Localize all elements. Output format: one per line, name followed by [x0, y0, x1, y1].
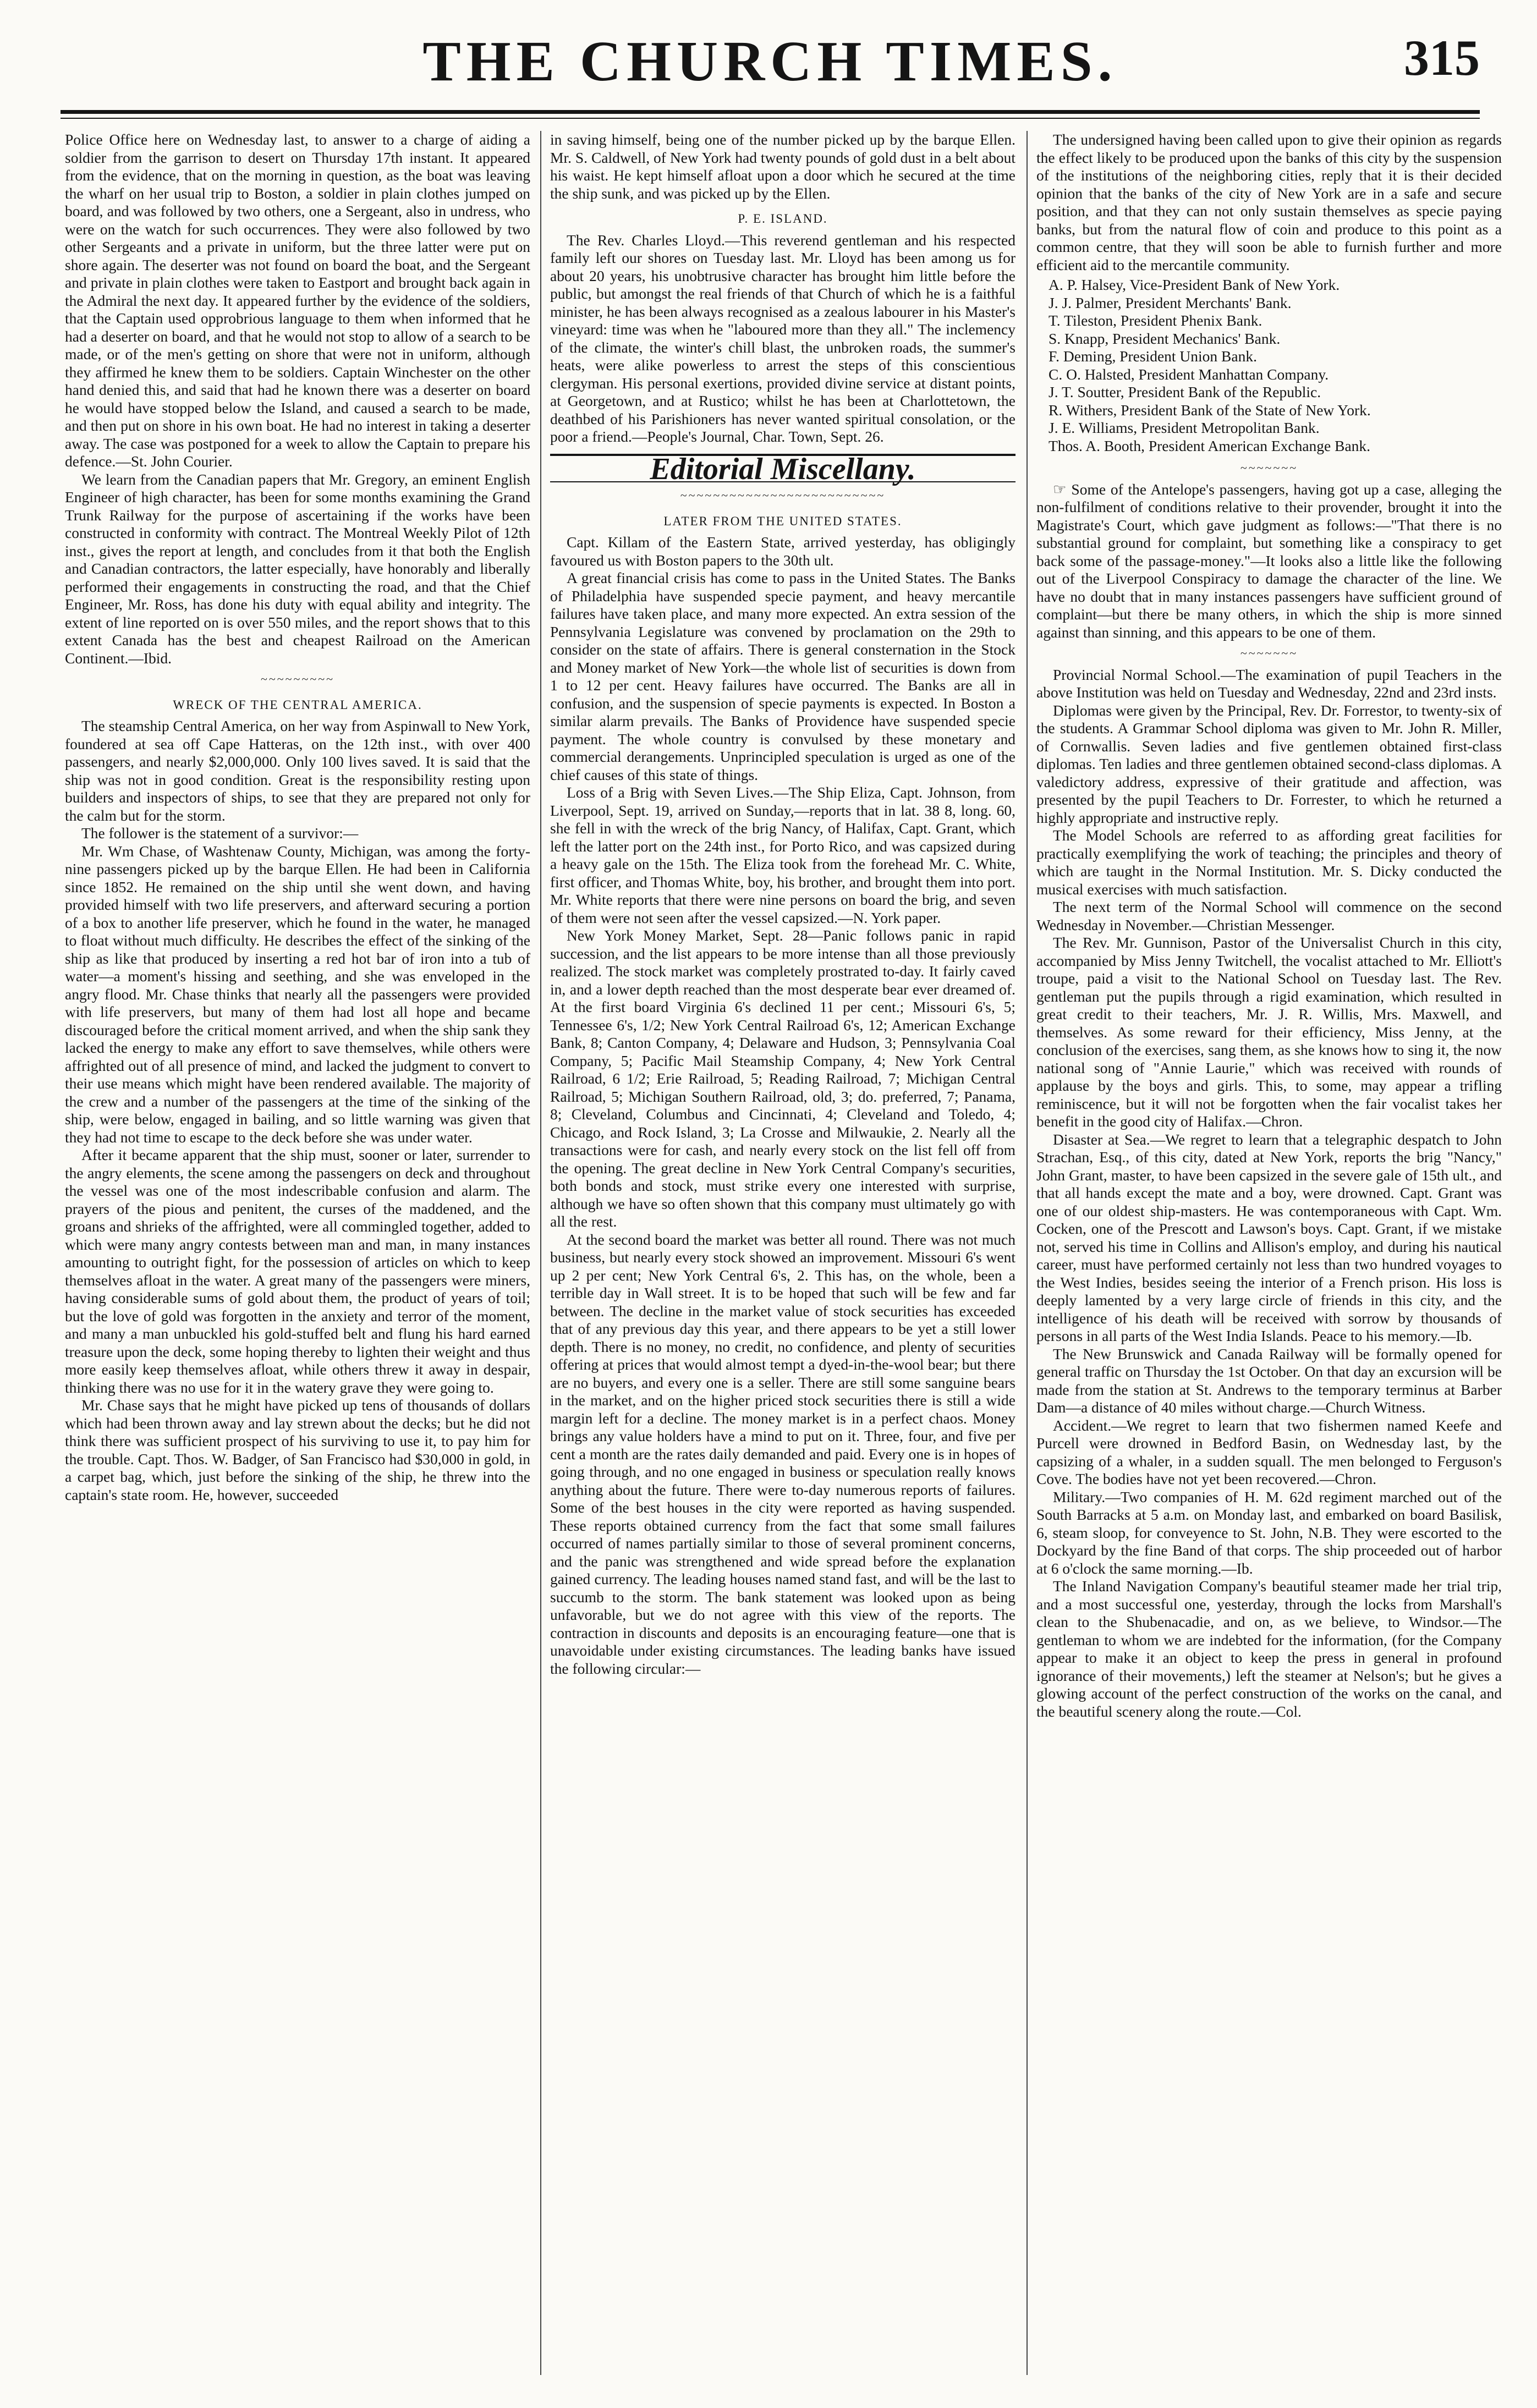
ornament-divider: ~~~~~~~~~	[260, 672, 335, 686]
masthead-rule	[61, 110, 1480, 114]
signatory: S. Knapp, President Mechanics' Bank.	[1049, 329, 1281, 347]
article-wreck-scene: After it became apparent that the ship must, sooner or later, surrender to the angry elements, the scene among the passengers on deck and throughout the vessel was one of the most indescribable confusion and alarm. The prayers of the pious and penitent, the curses of the maddened, and the groans and shrieks of the affrighted, were all commingled together, added to which were many angry contests between man and man, in many instances amounting to outright fight, for the possession of articles on which to keep themselves afloat in the water. A great many of the passengers were miners, having considerable sums of gold about them, the product of years of toil; but the love of gold was forgotten in the anxiety and terror of the moment, and many a man unbuckled his gold-stuffed belt and flung his hard earned treasure upon the deck, some hoping thereby to lighten their weight and thus more easily keep themselves afloat, while others threw it away in despair, thinking there was no use for it in the watery grave they were going to.	[65, 1146, 530, 1396]
column-2	[550, 131, 1015, 2386]
signatory: J. T. Soutter, President Bank of the Republic.	[1049, 383, 1321, 400]
article-rev-lloyd: The Rev. Charles Lloyd.—This reverend gentleman and his respected family left our shores on Tuesday last. Mr. Lloyd has been among us for about 20 years, his unobtrusive character has brought him little before the public, but amongst the real friends of that Church of which he is a faithful minister, he has been always recognised as a zealous labourer in his Master's vineyard: time was when he "laboured more than they all." The inclemency of the climate, the winter's chill blast, the unbroken roads, the summer's heats, were alike powerless to arrest the steps of this conscientious clergyman. His personal exertions, provided divine service at distant points, at Georgetown, and at Rustico; whilst he has been at Charlottetown, the deathbed of his Parishioners has never wanted spiritual consolation, or the poor a friend.—People's Journal, Char. Town, Sept. 26.	[550, 231, 1015, 445]
article-wreck-intro: The steamship Central America, on her way from Aspinwall to New York, foundered at sea off Cape Hatteras, on the 12th inst., with over 400 passengers, and nearly $2,000,000. Only 100 lives saved. It is said that the ship was not in good condition. Great is the responsibility resting upon builders and inspectors of ships, to see that they are prepared not only for the calm but for the storm.	[65, 717, 530, 824]
ornament-divider: ~~~~~~~~~~~~~~~~~~~~~~~~~	[680, 488, 886, 502]
newspaper-title: THE CHURCH TIMES.	[422, 30, 1118, 93]
signatory: Thos. A. Booth, President American Exchange Bank.	[1049, 437, 1371, 454]
article-gunnison: The Rev. Mr. Gunnison, Pastor of the Universalist Church in this city, accompanied by Miss Jenny Twitchell, the vocalist attached to Mr. Elliott's troupe, paid a visit to the National School on Tuesday last. The Rev. gentleman put the pupils through a rigid examination, which resulted in great credit to their teachers, Mr. J. R. Willis, Mrs. Maxwell, and themselves. As some reward for their efficiency, Miss Jenny, at the conclusion of the exercises, sang them, as she knows how to sing it, the now national song of "Annie Laurie," which was received with rounds of applause by the boys and girls. This, to some, may appear a trifling reminiscence, but it will not be forgotten when the fair vocalist takes her benefit in the good city of Halifax.—Chron.	[1036, 934, 1502, 1130]
signatory: A. P. Halsey, Vice-President Bank of New York.	[1049, 276, 1340, 293]
section-title-editorial: Editorial Miscellany.	[550, 454, 1015, 483]
signatory: T. Tileston, President Phenix Bank.	[1049, 312, 1262, 329]
article-killam: Capt. Killam of the Eastern State, arrived yesterday, has obligingly favoured us with Boston papers to the 30th ult.	[550, 534, 1015, 569]
article-loss-of-brig: Loss of a Brig with Seven Lives.—The Ship Eliza, Capt. Johnson, from Liverpool, Sept. 19, arrived on Sunday,—reports that in lat. 38 8, long. 60, she fell in with the wreck of the brig Nancy, of Halifax, Capt. Grant, which left the latter port on the 24th inst., for Porto Rico, and was capsized during a heavy gale on the 15th. The Eliza took from the forehead Mr. C. White, first officer, and Thomas White, boy, his brother, and brought them into port. Mr. White reports that there were nine persons on board the brig, and seven of them were not seen after the vessel capsized.—N. York paper.	[550, 784, 1015, 926]
article-financial-crisis: A great financial crisis has come to pass in the United States. The Banks of Philadelphia have suspended specie payment, and heavy mercantile failures have taken place, and many more expected. An extra session of the Pennsylvania Legislature was convened by proclamation on the 29th to consider on the state of affairs. There is general consternation in the Stock and Money market of New York—the whole list of securities is down from 1 to 12 per cent. Heavy failures have occurred. The Banks are all in confusion, and the suspension of specie payments is expected. In Boston a similar alarm prevails. The Banks of Providence have suspended specie payment. The whole country is convulsed by these monetary and commercial derangements. Unprincipled speculation is urged as one of the chief causes of this state of things.	[550, 569, 1015, 783]
signatory-list	[1036, 276, 1502, 455]
article-bank-circular: The undersigned having been called upon to give their opinion as regards the effect likely to be produced upon the banks of this city by the suspension of the institutions of the neighboring cities, reply that it is their decided opinion that the banks of the city of New York are in a safe and secure position, and that they can not only sustain themselves as specie paying banks, but from the natural flow of coin and produce to this point as a common centre, that they will soon be able to furnish further and more efficient aid to the mercantile community.	[1036, 131, 1502, 273]
article-military: Military.—Two companies of H. M. 62d regiment marched out of the South Barracks at 5 a.m. on Monday last, and embarked on board Basilisk, 6, steam sloop, for conveyence to St. John, N.B. They were escorted to the Dockyard by the fine Band of that corps. The ship proceeded out of harbor at 6 o'clock the same morning.—Ib.	[1036, 1488, 1502, 1577]
heading-wreck: WRECK OF THE CENTRAL AMERICA.	[173, 697, 422, 712]
signatory: J. E. Williams, President Metropolitan Bank.	[1049, 419, 1320, 436]
article-normal-school: Provincial Normal School.—The examination of pupil Teachers in the above Institution was held on Tuesday and Wednesday, 22nd and 23rd insts.	[1036, 666, 1502, 701]
article-wreck-chase: Mr. Wm Chase, of Washtenaw County, Michigan, was among the forty-nine passengers picked up by the barque Ellen. He had been in California since 1852. He remained on the ship until she went down, and having provided himself with two life preservers, and afterward securing a portion of a box to another life preserver, which he found in the water, he managed to float without much difficulty. He describes the effect of the sinking of the ship as like that produced by inserting a red hot bar of iron into a tub of water—a moment's hissing and seething, and she was enveloped in the angry flood. Mr. Chase thinks that nearly all the passengers were provided with life preservers, but many of them had lost all hope and became discouraged before the critical moment arrived, and when the ship sank they lacked the energy to make any effort to save themselves, while others were affrighted out of all presence of mind, and lacked the judgment to convert to their use means which might have been rendered available. The majority of the crew and a number of the passengers at the time of the sinking of the ship, were below, engaged in bailing, and so little warning was given that they had not time to escape to the deck before she was under water.	[65, 842, 530, 1146]
article-police-office: Police Office here on Wednesday last, to answer to a charge of aiding a soldier from the garrison to desert on Thursday 17th instant. It appeared from the evidence, that on the morning in question, as the boat was leaving the wharf on her usual trip to Boston, a soldier in plain clothes jumped on board, and was followed by two others, one a Sergeant, also in undress, who were on the watch for such occurrences. They were also followed by two other Sergeants and a private in uniform, but the three latter were put on shore again. The deserter was not found on board the boat, and the Sergeant and private in plain clothes were taken to Eastport and brought back again in the Admiral the next day. It appeared further by the evidence of the soldiers, that the Captain used opprobrious language to them when informed that he had a deserter on board, and that he would not stop to allow of a search to be made, or of the men's getting on shore that were not in uniform, although they affirmed he knew them to be soldiers. Captain Winchester on the other hand denied this, and said that had he known there was a deserter on board he would have stopped below the Island, and caused a search to be made, and then put on shore in his own boat. He had no interest in taking a deserter away. The case was postponed for a week to allow the Captain to prepare his defence.—St. John Courier.	[65, 131, 530, 470]
column-3	[1036, 131, 1502, 2386]
article-railway: The New Brunswick and Canada Railway will be formally opened for general traffic on Thursday the 1st October. On that day an excursion will be made from the station at St. Andrews to the temporary terminus at Barber Dam—a distance of 40 miles without charge.—Church Witness.	[1036, 1345, 1502, 1416]
column-separator	[540, 131, 541, 2375]
article-accident: Accident.—We regret to learn that two fishermen named Keefe and Purcell were drowned in Bedford Basin, on Wednesday last, by the capsizing of a whaler, in a sudden squall. The men belonged to Ferguson's Cove. The bodies have not yet been recovered.—Chron.	[1036, 1416, 1502, 1487]
article-second-board: At the second board the market was better all round. There was not much business, but nearly every stock showed an improvement. Missouri 6's went up 2 per cent; New York Central 6's, 2. This has, on the whole, been a terrible day in Wall street. It is to be hoped that such will be few and far between. The decline in the market value of stock securities has exceeded that of any previous day this year, and there appears to be yet a still lower depth. There is no money, no credit, no confidence, and plenty of securities offering at prices that would almost tempt a dyed-in-the-wool bear; but there are no buyers, and every one is a seller. There are still some sanguine bears in the market, and on the higher priced stock securities there is still a wide margin left for a decline. The money market is in a perfect chaos. Money brings any value holders have a mind to put on it. Three, four, and five per cent a month are the rates daily demanded and paid. Every one is in hopes of going through, and no one engaged in business or speculation really knows anything about the future. There were to-day numerous reports of failures. Some of the best houses in the city were reported as having suspended. These reports obtained currency from the fact that some small failures occurred of names partially similar to those of several prominent concerns, and the panic was strengthened and wide spread before the explanation gained currency. The leading houses named stand fast, and will be the last to succumb to the storm. The bank statement was looked upon as being unfavorable, but we do not agree with this view of the reports. The contraction in discounts and deposits is an encouraging feature—one that is unavoidable under existing circumstances. The leading banks have issued the following circular:—	[550, 1230, 1015, 1677]
signatory: J. J. Palmer, President Merchants' Bank.	[1049, 294, 1292, 311]
article-money-market: New York Money Market, Sept. 28—Panic follows panic in rapid succession, and the list appears to be more intense than all those previously realized. The stock market was completely prostrated to-day. It fairly caved in, and a lower depth reached than the most desperate bear ever dreamed of. At the first board Virginia 6's declined 11 per cent.; Missouri 6's, 5; Tennessee 6's, 1/2; New York Central Railroad 6's, 12; American Exchange Bank, 8; Canton Company, 4; Delaware and Hudson, 3; Pennsylvania Coal Company, 5; Pacific Mail Steamship Company, 4; New York Central Railroad, 6 1/2; Erie Railroad, 5; Reading Railroad, 7; Michigan Central Railroad, 5; Michigan Southern Railroad, old, 3; do. preferred, 7; Panama, 8; Cleveland, Columbus and Cincinnati, 4; Cleveland and Toledo, 4; Chicago, and Rock Island, 3; La Crosse and Milwaukie, 2. Nearly all the transactions were for cash, and nearly every stock on the list fell off from the opening. The great decline in New York Central Company's securities, both bonds and stock, must strike every one interested with surprise, although we have so often shown that this company must ultimately go with all the rest.	[550, 927, 1015, 1230]
heading-pei: P. E. ISLAND.	[738, 212, 828, 226]
signatory: F. Deming, President Union Bank.	[1049, 348, 1257, 365]
masthead-rule-thin	[61, 118, 1480, 119]
ornament-divider: ~~~~~~~	[1240, 461, 1298, 475]
column-1	[65, 131, 530, 2386]
article-wreck-statement: The follower is the statement of a survivor:—	[81, 824, 359, 842]
ornament-divider: ~~~~~~~	[1240, 646, 1298, 660]
page-number: 315	[1404, 30, 1480, 86]
article-wreck-gold: Mr. Chase says that he might have picked up tens of thousands of dollars which had been thrown away and lay strewn about the decks; but he did not think there was sufficient prospect of his surviving to use it, to pay him for the trouble. Capt. Thos. W. Badger, of San Francisco had $30,000 in gold, in a carpet bag, which, just before the sinking of the ship, he threw into the captain's state room. He, however, succeeded	[65, 1397, 530, 1503]
article-next-term: The next term of the Normal School will commence on the second Wednesday in November.—Christian Messenger.	[1036, 898, 1502, 933]
heading-later-us: LATER FROM THE UNITED STATES.	[663, 514, 902, 528]
masthead	[61, 29, 1480, 117]
article-model-schools: The Model Schools are referred to as affording great facilities for practically exemplifying the work of teaching; the principles and theory of which are taught in the Normal Institution. Mr. S. Dicky conducted the musical exercises with much satisfaction.	[1036, 827, 1502, 898]
article-disaster-at-sea: Disaster at Sea.—We regret to learn that a telegraphic despatch to John Strachan, Esq., of this city, dated at New York, reports the brig "Nancy," John Grant, master, to have been capsized in the severe gale of 15th ult., and that all hands except the mate and a boy, were drowned. Capt. Grant was one of our oldest ship-masters. He was contemporaneous with Capt. Wm. Cocken, one of the Prescott and Lawson's boys. Capt. Grant, if we mistake not, served his time in Collins and Allison's employ, and during his nautical career, must have performed certainly not less than two hundred voyages to the West Indies, besides seeing the interior of a French prison. His loss is deeply lamented by a very large circle of friends in this city, and the intelligence of his death will be received with sorrow by thousands of persons in all parts of the West India Islands. Peace to his memory.—Ib.	[1036, 1130, 1502, 1344]
column-separator	[1027, 131, 1028, 2375]
article-wreck-continued: in saving himself, being one of the number picked up by the barque Ellen. Mr. S. Caldwell, of New York had twenty pounds of gold dust in a belt about his waist. He kept himself afloat upon a door which he secured at the time the ship sunk, and was picked up by the Ellen.	[550, 131, 1015, 202]
article-grand-trunk: We learn from the Canadian papers that Mr. Gregory, an eminent English Engineer of high character, has been for some months examining the Grand Trunk Railway for the purpose of ascertaining if the works have been constructed in conformity with contract. The Montreal Weekly Pilot of 12th inst., gives the report at length, and concludes from it that both the English and Canadian contractors, the latter especially, have honorably and liberally performed their engagements in constructing the road, and that the Chief Engineer, Mr. Ross, has done his duty with equal ability and integrity. The extent of line reported on is over 550 miles, and the report shows that to this extent Canada has the best and cheapest Railroad on the American Continent.—Ibid.	[65, 470, 530, 667]
signatory: C. O. Halsted, President Manhattan Company.	[1049, 365, 1329, 383]
signatory: R. Withers, President Bank of the State of New York.	[1049, 401, 1371, 419]
article-antelope: ☞ Some of the Antelope's passengers, having got up a case, alleging the non-fulfilment of conditions relative to their provender, brought it into the Magistrate's Court, which gave judgment as follows:—"That there is no substantial ground for complaint, but something like a conspiracy to get back some of the passage-money."—It looks also a little like the following out of the Liverpool Conspiracy to damage the character of the line. We have no doubt that in many instances passengers have sufficient ground of complaint—but there be many others, in which the ship is more sinned against than sinning, and this appears to be one of them.	[1036, 480, 1502, 641]
article-inland-navigation: The Inland Navigation Company's beautiful steamer made her trial trip, and a most successful one, yesterday, through the locks from Marshall's clean to the Shubenacadie, and on, as we believe, to Windsor.—The gentleman to whom we are indebted for the information, (for the Company appear to make it an object to keep the press in general in profound ignorance of their movements,) left the steamer at Nelson's; but he gives a glowing account of the perfect construction of the works on the canal, and the beautiful scenery along the route.—Col.	[1036, 1577, 1502, 1720]
article-diplomas: Diplomas were given by the Principal, Rev. Dr. Forrestor, to twenty-six of the students. A Grammar School diploma was given to Mr. John R. Miller, of Cornwallis. Seven ladies and five gentlemen obtained first-class diplomas. Ten ladies and three gentlemen obtained second-class diplomas. A valedictory address, expressive of their gratitude and affection, was presented by the pupil Teachers to Dr. Forrester, to which he returned a highly appropriate and instructive reply.	[1036, 701, 1502, 826]
